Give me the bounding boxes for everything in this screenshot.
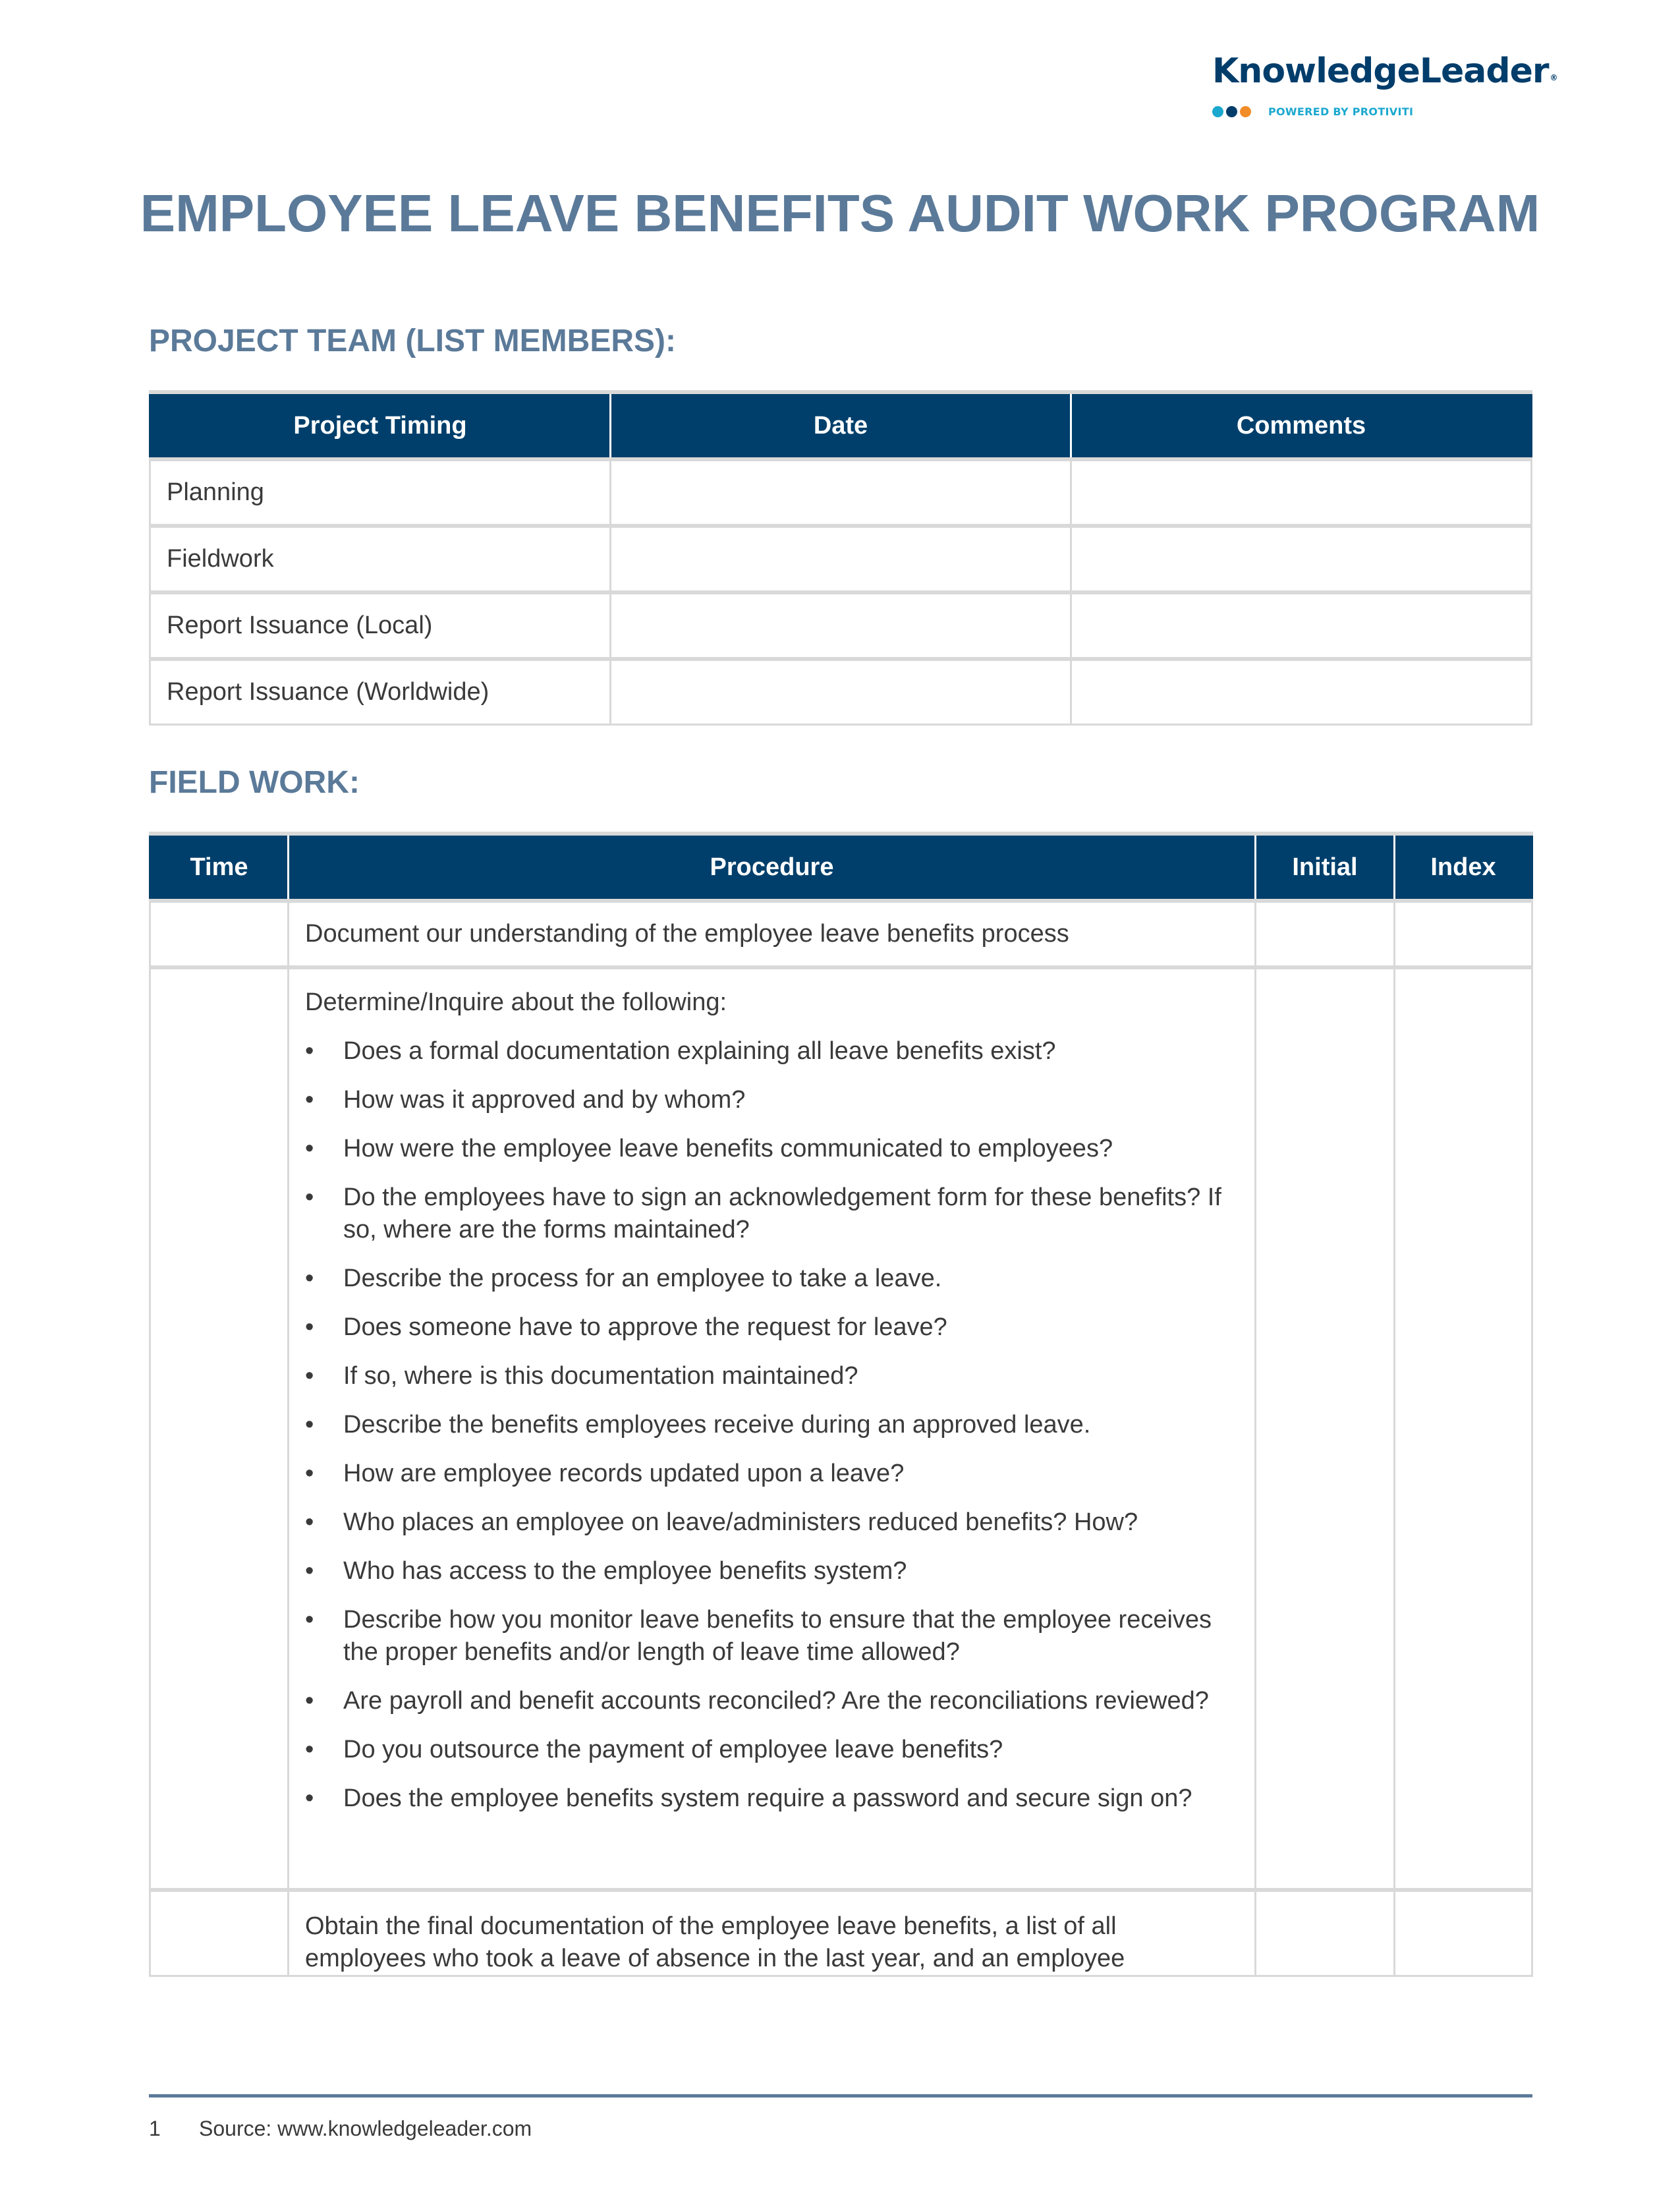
date-cell[interactable] <box>611 526 1071 592</box>
column-header-date: Date <box>611 392 1071 459</box>
procedure-cell: Obtain the final documentation of the employee leave benefits, a list of all employees who took a leave of absence in the last year, and an employee <box>289 1890 1256 1976</box>
registered-mark-icon: ® <box>1550 73 1557 82</box>
index-cell[interactable] <box>1395 1890 1532 1976</box>
bullet-icon: • <box>305 1184 314 1211</box>
column-header-time: Time <box>150 834 289 901</box>
list-item: • Does someone have to approve the request for leave? <box>305 1311 1241 1344</box>
comments-cell[interactable] <box>1071 592 1532 659</box>
bullet-icon: • <box>305 1460 314 1487</box>
comments-cell[interactable] <box>1071 459 1532 526</box>
list-item: • Describe the process for an employee to take a leave. <box>305 1263 1241 1295</box>
list-item: • Does a formal documentation explaining all leave benefits exist? <box>305 1035 1241 1068</box>
date-cell[interactable] <box>611 459 1071 526</box>
bullet-icon: • <box>305 1265 314 1292</box>
list-item: • Do the employees have to sign an acknowledgement form for these benefits? If so, where are the forms maintained? <box>305 1182 1241 1246</box>
date-cell[interactable] <box>611 592 1071 659</box>
list-item: • Does the employee benefits system require a password and secure sign on? <box>305 1783 1241 1815</box>
index-cell[interactable] <box>1395 901 1532 967</box>
time-cell[interactable] <box>150 967 289 1890</box>
bullet-icon: • <box>305 1135 314 1162</box>
comments-cell[interactable] <box>1071 526 1532 592</box>
footer-divider <box>149 2094 1532 2097</box>
timing-cell: Report Issuance (Local) <box>150 592 611 659</box>
list-item: • Describe how you monitor leave benefits to ensure that the employee receives the proper benefits and/or length of leave time allowed? <box>305 1604 1241 1669</box>
list-item: • How are employee records updated upon a leave? <box>305 1458 1241 1490</box>
bullet-icon: • <box>305 1606 314 1634</box>
column-header-index: Index <box>1395 834 1532 901</box>
procedure-intro: Determine/Inquire about the following: <box>305 988 727 1016</box>
procedure-bullet-list <box>305 1035 1241 1815</box>
dot-icon-cyan <box>1212 106 1223 117</box>
bullet-icon: • <box>305 1313 314 1341</box>
initial-cell[interactable] <box>1256 967 1395 1890</box>
timing-cell: Planning <box>150 459 611 526</box>
list-item: • Are payroll and benefit accounts reconciled? Are the reconciliations reviewed? <box>305 1685 1241 1717</box>
list-item: • Do you outsource the payment of employee leave benefits? <box>305 1734 1241 1766</box>
date-cell[interactable] <box>611 659 1071 725</box>
bullet-icon: • <box>305 1508 314 1536</box>
table-row <box>150 592 1532 659</box>
bullet-icon: • <box>305 1037 314 1065</box>
list-item: • Who places an employee on leave/administers reduced benefits? How? <box>305 1506 1241 1539</box>
bullet-icon: • <box>305 1411 314 1439</box>
project-team-heading: PROJECT TEAM (LIST MEMBERS): <box>149 324 676 358</box>
field-work-table <box>149 832 1533 1977</box>
initial-cell[interactable] <box>1256 901 1395 967</box>
field-work-heading: FIELD WORK: <box>149 765 360 800</box>
time-cell[interactable] <box>150 901 289 967</box>
column-header-project-timing: Project Timing <box>150 392 611 459</box>
project-timing-table <box>149 390 1532 726</box>
list-item: • Describe the benefits employees receive during an approved leave. <box>305 1409 1241 1441</box>
timing-cell: Fieldwork <box>150 526 611 592</box>
footer-source: Source: www.knowledgeleader.com <box>199 2117 532 2140</box>
column-header-procedure: Procedure <box>289 834 1256 901</box>
column-header-initial: Initial <box>1256 834 1395 901</box>
logo-wordmark: KnowledgeLeader ® <box>1212 51 1557 91</box>
dot-icon-navy <box>1226 106 1237 117</box>
table-row <box>150 459 1532 526</box>
table-header-row <box>150 834 1532 901</box>
table-row <box>150 901 1532 967</box>
list-item: • Who has access to the employee benefits system? <box>305 1555 1241 1587</box>
bullet-icon: • <box>305 1362 314 1390</box>
initial-cell[interactable] <box>1256 1890 1395 1976</box>
column-header-comments: Comments <box>1071 392 1532 459</box>
table-row <box>150 1890 1532 1976</box>
bullet-icon: • <box>305 1557 314 1585</box>
index-cell[interactable] <box>1395 967 1532 1890</box>
page-title: EMPLOYEE LEAVE BENEFITS AUDIT WORK PROGRAM <box>140 184 1540 243</box>
list-item: • How were the employee leave benefits communicated to employees? <box>305 1133 1241 1165</box>
logo-tagline: POWERED BY PROTIVITI <box>1268 105 1414 118</box>
comments-cell[interactable] <box>1071 659 1532 725</box>
page-number: 1 <box>149 2117 161 2140</box>
list-item: • If so, where is this documentation maintained? <box>305 1360 1241 1392</box>
table-row <box>150 526 1532 592</box>
table-header-row <box>150 392 1532 459</box>
bullet-icon: • <box>305 1086 314 1114</box>
procedure-cell: Document our understanding of the employee leave benefits process <box>289 901 1256 967</box>
table-row <box>150 659 1532 725</box>
time-cell[interactable] <box>150 1890 289 1976</box>
bullet-icon: • <box>305 1784 314 1812</box>
procedure-cell <box>289 967 1256 1890</box>
timing-cell: Report Issuance (Worldwide) <box>150 659 611 725</box>
logo-tagline-row <box>1212 105 1542 118</box>
bullet-icon: • <box>305 1736 314 1763</box>
dot-icon-orange <box>1240 106 1251 117</box>
table-row <box>150 967 1532 1890</box>
knowledgeleader-logo <box>1212 51 1557 118</box>
list-item: • How was it approved and by whom? <box>305 1084 1241 1116</box>
bullet-icon: • <box>305 1687 314 1715</box>
